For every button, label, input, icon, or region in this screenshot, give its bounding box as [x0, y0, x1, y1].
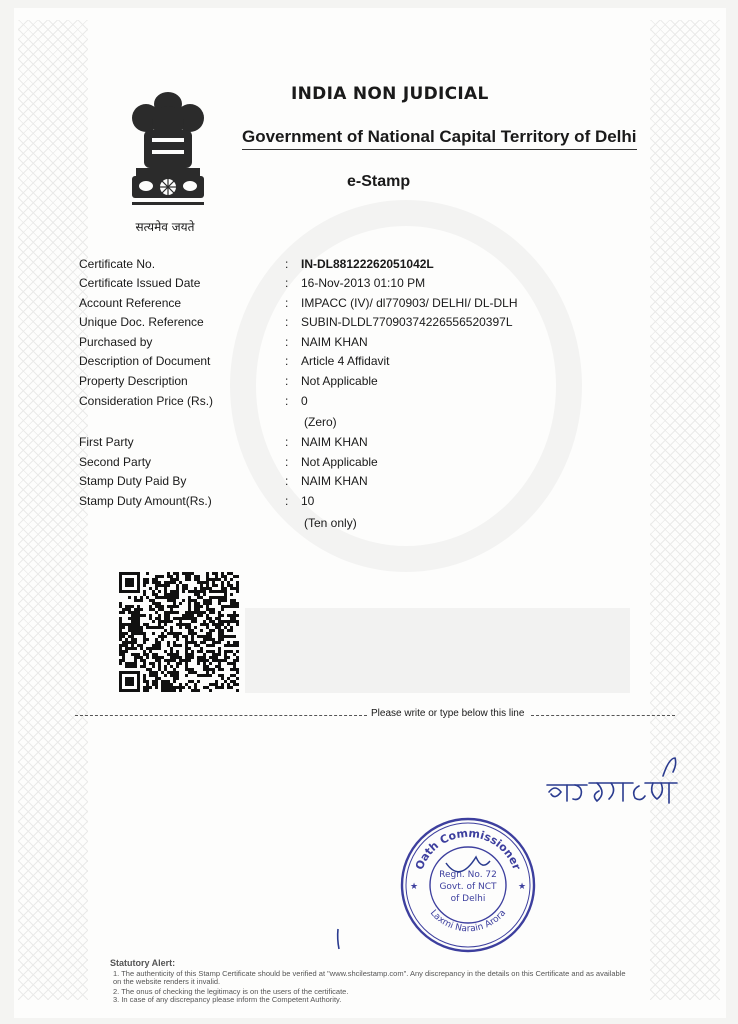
field-colon: :	[285, 474, 289, 488]
first-party: NAIM KHAN	[301, 435, 368, 449]
field-label: Property Description	[79, 374, 188, 388]
watermark-circle	[230, 200, 582, 572]
field-label: Purchased by	[79, 335, 153, 349]
field-label: Stamp Duty Amount(Rs.)	[79, 494, 212, 508]
certificate-number: IN-DL88122262051042L	[301, 257, 434, 271]
qr-code	[119, 572, 239, 692]
account-reference: IMPACC (IV)/ dl770903/ DELHI/ DL-DLH	[301, 296, 518, 310]
issuing-authority: Government of National Capital Territory of Delhi	[242, 127, 637, 150]
stamp-duty-amount: 10	[301, 494, 315, 508]
security-border-left	[18, 20, 88, 1000]
document-description: Article 4 Affidavit	[301, 354, 390, 368]
field-colon: :	[285, 354, 289, 368]
field-label: Second Party	[79, 455, 152, 469]
field-colon: :	[285, 494, 289, 508]
security-border-right	[650, 20, 720, 1000]
issued-date: 16-Nov-2013 01:10 PM	[301, 276, 426, 290]
seal-star-left: ★	[410, 881, 419, 891]
seal-bottom-text: Laxmi Narain Arora	[427, 908, 509, 935]
document-title: INDIA NON JUDICIAL	[291, 84, 489, 104]
field-colon: :	[285, 276, 289, 290]
consideration-price-words: (Zero)	[304, 415, 337, 429]
field-colon: :	[285, 455, 289, 469]
document-type: e-Stamp	[347, 173, 411, 190]
field-label: First Party	[79, 435, 134, 449]
field-label: Stamp Duty Paid By	[79, 474, 187, 488]
field-label: Certificate No.	[79, 257, 156, 271]
second-party: Not Applicable	[301, 455, 378, 469]
svg-text:Laxmi Narain Arora	[428, 908, 508, 934]
field-label: Consideration Price (Rs.)	[79, 394, 214, 408]
write-below-divider	[75, 708, 675, 720]
statutory-alert-item: 3. In case of any discrepancy please inform the Competent Authority.	[113, 995, 342, 1004]
stamp-duty-amount-words: (Ten only)	[304, 516, 357, 530]
seal-star-right: ★	[518, 881, 527, 891]
watermark-original-copy-band	[245, 608, 630, 693]
dashed-line-right	[531, 715, 675, 716]
ashoka-emblem	[122, 86, 214, 216]
divider-label: Please write or type below this line	[371, 708, 525, 719]
seal-center-line-1: Regn. No. 72	[439, 870, 497, 880]
field-colon: :	[285, 435, 289, 449]
field-colon: :	[285, 315, 289, 329]
statutory-alert-title: Statutory Alert:	[110, 958, 176, 968]
field-colon: :	[285, 394, 289, 408]
field-colon: :	[285, 335, 289, 349]
seal-center-line-3: of Delhi	[450, 894, 486, 904]
stamp-duty-paid-by: NAIM KHAN	[301, 474, 368, 488]
field-colon: :	[285, 296, 289, 310]
oath-commissioner-seal	[398, 815, 538, 955]
seal-center-line-2: Govt. of NCT	[439, 882, 497, 892]
ink-mark	[333, 927, 343, 951]
field-colon: :	[285, 257, 289, 271]
field-colon: :	[285, 374, 289, 388]
field-label: Description of Document	[79, 354, 211, 368]
dashed-line-left	[75, 715, 367, 716]
statutory-alert-item: 1. The authenticity of this Stamp Certificate should be verified at "www.shcilestamp.com". Any discrepancy in the details on this Certificate and as available on the website renders it invalid.	[113, 969, 626, 986]
field-label: Account Reference	[79, 296, 182, 310]
property-description: Not Applicable	[301, 374, 378, 388]
field-label: Unique Doc. Reference	[79, 315, 204, 329]
emblem-motto: सत्यमेव जयते	[135, 220, 195, 234]
purchased-by: NAIM KHAN	[301, 335, 368, 349]
unique-doc-reference: SUBIN-DLDL77090374226556520397L	[301, 315, 513, 329]
field-label: Certificate Issued Date	[79, 276, 201, 290]
handwritten-signature	[545, 752, 685, 822]
svg-text:Oath Commissioner	[413, 827, 524, 872]
seal-ring-text: Oath Commissioner	[412, 826, 524, 872]
statutory-alert-item: 2. The onus of checking the legitimacy is on the users of the certificate.	[113, 987, 349, 996]
consideration-price: 0	[301, 394, 308, 408]
